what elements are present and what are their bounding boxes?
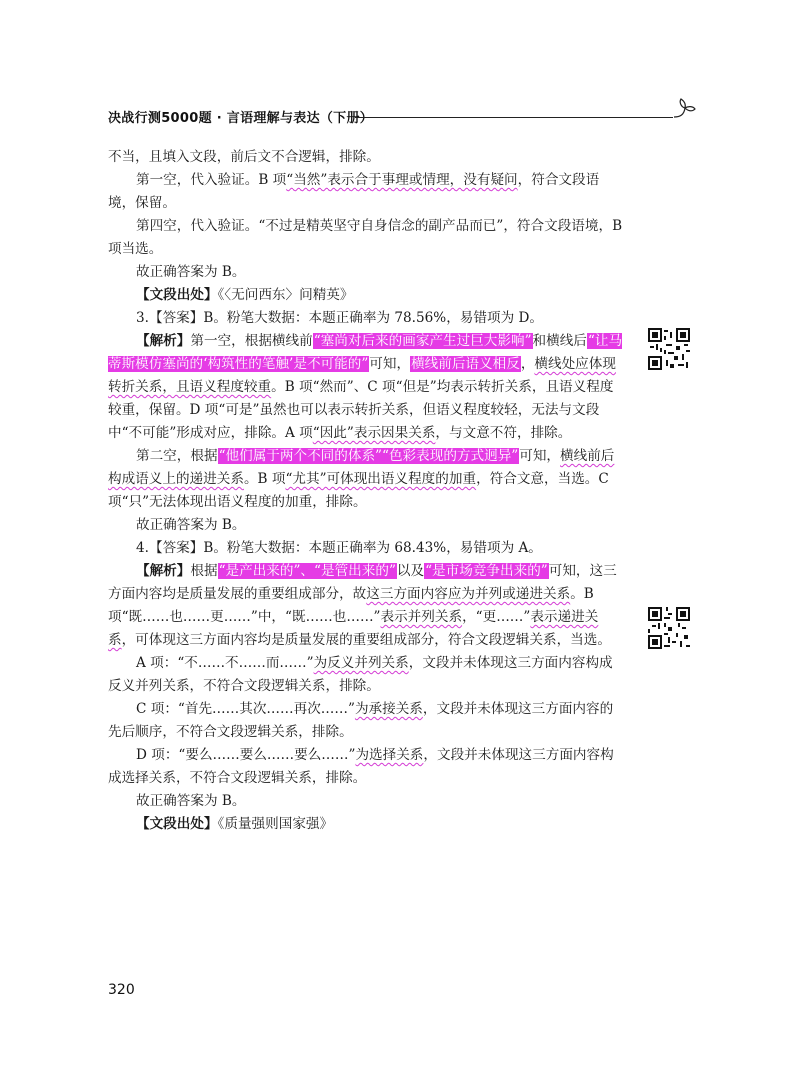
text-run: 。B 项“既……也……更……”中，“既……也……”: [108, 586, 594, 625]
text-run: ，文段并未体现这三方面内容构成选择关系，不符合文段逻辑关系，排除。: [108, 747, 614, 786]
paragraph: [108, 744, 623, 790]
text-run: 不当，且填入文段，前后文不合逻辑，排除。: [108, 149, 380, 165]
paragraph: [108, 652, 623, 698]
wavy-underlined-text: 为承接关系: [354, 701, 423, 717]
paragraph: [108, 698, 623, 744]
text-run: 可知，: [369, 356, 411, 372]
bracket-label: 【解析】: [136, 563, 191, 579]
text-run: 第一空，代入验证。B 项: [136, 172, 287, 188]
running-header: [108, 106, 373, 126]
highlighted-text: “让马蒂斯模仿塞尚的‘构筑性的笔触’是不可能的”: [108, 333, 623, 372]
header-rule: [355, 117, 673, 118]
text-run: D 项：“要么……要么……要么……”: [136, 747, 356, 763]
wavy-underlined-text: 横线处应体现转折关系，且语义程度较重: [108, 356, 616, 395]
text-run: 以及: [396, 563, 425, 579]
text-run: 故正确答案为 B。: [136, 517, 246, 533]
highlighted-text: “塞尚对后来的画家产生过巨大影响”: [313, 333, 532, 349]
text-run: ，: [520, 356, 535, 372]
page-number: 320: [108, 982, 135, 998]
text-run: 第一空，根据横线前: [190, 333, 313, 349]
paragraph: [108, 307, 623, 330]
wavy-underlined-text: 表示并列关系: [380, 609, 463, 625]
wavy-underlined-text: “当然”表示合于事理或情理，没有疑问: [286, 172, 518, 188]
qr-code-icon[interactable]: [648, 328, 690, 370]
text-run: 3.【答案】B。粉笔大数据：本题正确率为 78.56%，易错项为 D。: [136, 310, 543, 326]
text-run: 第四空，代入验证。“不过是精英坚守自身信念的副产品而已”，符合文段语境，B 项当选。: [108, 218, 623, 257]
text-run: ，与文意不符，排除。: [435, 425, 572, 441]
text-run: 。B 项“然而”、C 项“但是”均表示转折关系，且语义程度较重，保留。D 项“可是”虽然也可以表示转折关系，但语义程度较轻，无法与文段中“不可能”形成对应，排除。A 项: [108, 379, 614, 441]
highlighted-text: “是产出来的”、“是管出来的”: [218, 563, 396, 579]
paragraph: [108, 514, 623, 537]
wavy-underlined-text: 为反义并列关系: [313, 655, 409, 671]
paragraph: [108, 284, 623, 307]
bracket-label: 【解析】: [136, 333, 191, 349]
paragraph: [108, 261, 623, 284]
paragraph: [108, 169, 623, 215]
paragraph: [108, 790, 623, 813]
wavy-underlined-text: “因此”表示因果关系: [312, 425, 436, 441]
text-run: 4.【答案】B。粉笔大数据：本题正确率为 68.43%，易错项为 A。: [136, 540, 542, 556]
text-run: ，符合文意，当选。C 项“只”无法体现出语义程度的加重，排除。: [108, 471, 609, 510]
text-run: C 项：“首先……其次……再次……”: [136, 701, 355, 717]
text-run: ，文段并未体现这三方面内容的先后顺序，不符合文段逻辑关系，排除。: [108, 701, 614, 740]
paragraph: [108, 813, 623, 836]
text-run: 故正确答案为 B。: [136, 793, 246, 809]
wavy-underlined-text: 这三方面内容应为并列或递进关系: [366, 586, 571, 602]
wavy-underlined-text: “尤其”可体现出语义程度的加重: [285, 471, 477, 487]
text-run: 第二空，根据: [136, 448, 218, 464]
bracket-label: 【文段出处】: [136, 816, 218, 832]
text-run: 。B 项: [243, 471, 286, 487]
answer-explanation-body: [108, 146, 623, 836]
text-run: ，“更……”: [462, 609, 531, 625]
text-run: ，可体现这三方面内容均是质量发展的重要组成部分，符合文段逻辑关系，当选。: [121, 632, 611, 648]
text-run: A 项：“不……不……而……”: [136, 655, 314, 671]
paragraph: [108, 560, 623, 652]
paragraph: [108, 537, 623, 560]
sprout-icon: [672, 94, 698, 120]
bracket-label: 【文段出处】: [136, 287, 218, 303]
highlighted-text: “是市场竞争出来的”: [425, 563, 548, 579]
text-run: ，文段并未体现这三方面内容构成反义并列关系，不符合文段逻辑关系，排除。: [108, 655, 613, 694]
text-run: 《〈无问西东〉问精英》: [217, 287, 354, 303]
paragraph: [108, 330, 623, 445]
text-run: 故正确答案为 B。: [136, 264, 246, 280]
text-run: 和横线后: [532, 333, 587, 349]
text-run: 《质量强则国家强》: [217, 816, 334, 832]
wavy-underlined-text: 横线前后构成语义上的递进关系: [108, 448, 615, 487]
paragraph: [108, 215, 623, 261]
book-title: 决战行测5000题 · 言语理解与表达（下册）: [108, 110, 374, 126]
wavy-underlined-text: 为选择关系: [355, 747, 424, 763]
text-run: 可知，这三方面内容均是质量发展的重要组成部分，故: [108, 563, 617, 602]
highlighted-text: 横线前后语义相反: [411, 356, 520, 372]
text-run: 根据: [190, 563, 218, 579]
paragraph: [108, 146, 623, 169]
text-run: ，符合文段语境，保留。: [108, 172, 600, 211]
text-run: 可知，: [519, 448, 561, 464]
wavy-underlined-text: 表示递进关系: [108, 609, 599, 648]
qr-code-icon[interactable]: [648, 607, 690, 649]
highlighted-text: “他们属于两个不同的体系”“色彩表现的方式迥异”: [218, 448, 519, 464]
paragraph: [108, 445, 623, 514]
